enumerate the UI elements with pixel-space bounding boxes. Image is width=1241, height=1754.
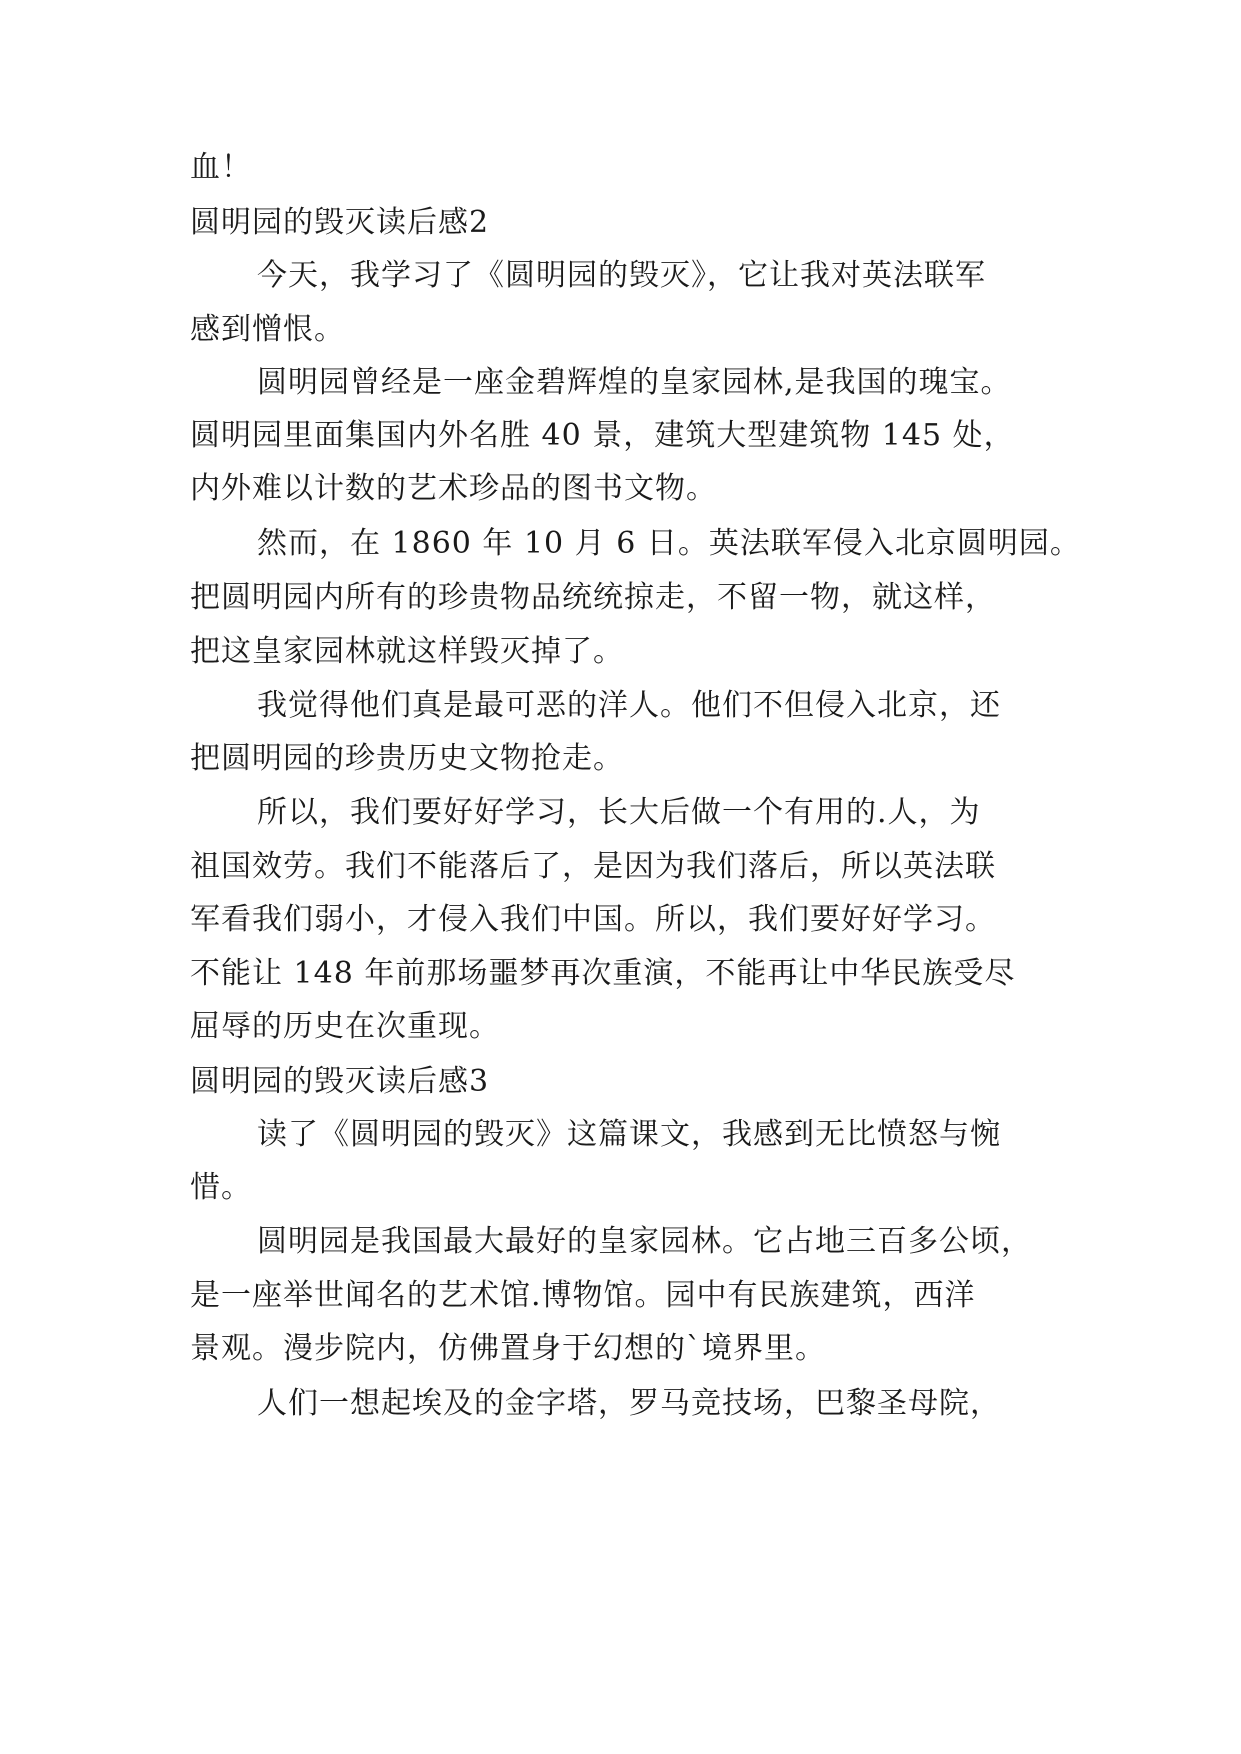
- paragraph-line: 感到憎恨。: [190, 312, 345, 347]
- paragraph-line: 我觉得他们真是最可恶的洋人。他们不但侵入北京，还: [257, 688, 1001, 723]
- paragraph-line: 把这皇家园林就这样毁灭掉了。: [190, 634, 624, 669]
- paragraph-line: 圆明园里面集国内外名胜 40 景，建筑大型建筑物 145 处，: [190, 418, 1015, 453]
- paragraph-line: 圆明园是我国最大最好的皇家园林。它占地三百多公顷，: [257, 1224, 1032, 1259]
- paragraph-line: 景观。漫步院内，仿佛置身于幻想的`境界里。: [190, 1331, 826, 1366]
- paragraph-line: 所以，我们要好好学习，长大后做一个有用的.人，为: [257, 795, 981, 830]
- paragraph-line: 然而，在 1860 年 10 月 6 日。英法联军侵入北京圆明园。: [257, 526, 1081, 561]
- paragraph-line: 今天，我学习了《圆明园的毁灭》，它让我对英法联军: [257, 258, 986, 293]
- section-heading-3: 圆明园的毁灭读后感3: [190, 1064, 490, 1099]
- paragraph-line: 屈辱的历史在次重现。: [190, 1009, 500, 1044]
- paragraph-line: 把圆明园的珍贵历史文物抢走。: [190, 741, 624, 776]
- paragraph-line: 把圆明园内所有的珍贵物品统统掠走，不留一物，就这样，: [190, 580, 996, 615]
- paragraph-line: 内外难以计数的艺术珍品的图书文物。: [190, 471, 717, 506]
- paragraph-line: 军看我们弱小，才侵入我们中国。所以，我们要好好学习。: [190, 902, 996, 937]
- paragraph-line: 读了《圆明园的毁灭》这篇课文，我感到无比愤怒与惋: [257, 1117, 1001, 1152]
- paragraph-line: 是一座举世闻名的艺术馆.博物馆。园中有民族建筑，西洋: [190, 1278, 976, 1313]
- section-heading-2: 圆明园的毁灭读后感2: [190, 205, 490, 240]
- text-line: 血！: [190, 150, 252, 185]
- paragraph-line: 惜。: [190, 1170, 252, 1205]
- paragraph-line: 人们一想起埃及的金字塔，罗马竞技场，巴黎圣母院，: [257, 1386, 1001, 1421]
- paragraph-line: 祖国效劳。我们不能落后了，是因为我们落后，所以英法联: [190, 849, 996, 884]
- paragraph-line: 不能让 148 年前那场噩梦再次重演，不能再让中华民族受尽: [190, 956, 1016, 991]
- paragraph-line: 圆明园曾经是一座金碧辉煌的皇家园林,是我国的瑰宝。: [257, 365, 1012, 400]
